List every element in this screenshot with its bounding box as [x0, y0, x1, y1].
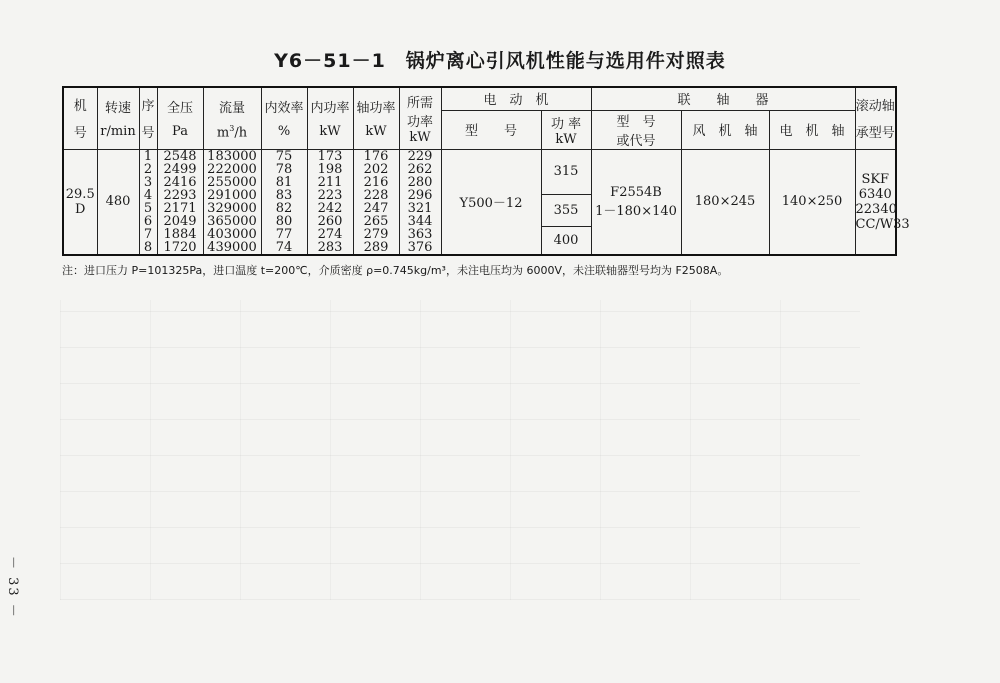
page-number: － 33 － [5, 556, 20, 619]
suoxu-8: 376 [407, 239, 433, 255]
header-zhougonglv-line2: kW [365, 124, 387, 140]
quanya-8: 1720 [163, 239, 197, 255]
neixiaolv-7: 77 [275, 226, 293, 242]
quanya-1: 2548 [163, 148, 197, 164]
neigonglv-7: 274 [317, 226, 343, 242]
header-bearing-line2: 承型号 [855, 126, 895, 142]
cell-suoxu [399, 149, 441, 255]
performance-table [62, 86, 910, 256]
header-motor-power [541, 110, 591, 149]
zhougonglv-7: 279 [363, 226, 389, 242]
zhougonglv-8: 289 [363, 239, 389, 255]
neigonglv-5: 242 [317, 200, 343, 216]
cell-bearing-line2: 6340 [858, 186, 892, 202]
liuliang-2: 222000 [207, 161, 257, 177]
cell-bearing [855, 149, 910, 255]
cell-jihao-line2: D [75, 201, 86, 217]
header-xu-line1: 序 [141, 99, 155, 115]
neigonglv-3: 211 [317, 174, 343, 190]
header-xu-line2: 号 [141, 126, 155, 142]
header-neixiaolv-line1: 内效率 [264, 101, 304, 117]
xu-4: 4 [143, 187, 153, 203]
cell-coupling-model-line2: 1－180×140 [595, 203, 677, 219]
cell-coupling-model-line1: F2554B [610, 184, 662, 200]
xu-8: 8 [143, 239, 153, 255]
xu-7: 7 [143, 226, 153, 242]
suoxu-1: 229 [407, 148, 433, 164]
cell-motor-power-2: 355 [541, 195, 591, 226]
neixiaolv-4: 83 [275, 187, 293, 203]
cell-bearing-line3: 22340 [855, 201, 897, 217]
neixiaolv-1: 75 [275, 148, 293, 164]
header-suoxu-line3: kW [409, 129, 431, 145]
quanya-3: 2416 [163, 174, 197, 190]
header-suoxu [399, 87, 441, 149]
header-motor-power-line1: 功 率 [550, 116, 582, 132]
header-zhuansu-line1: 转速 [104, 101, 131, 117]
cell-zhuansu: 480 [97, 149, 139, 255]
xu-5: 5 [143, 200, 153, 216]
header-liuliang-line1: 流量 [218, 100, 245, 116]
suoxu-6: 344 [407, 213, 433, 229]
header-coupling-model-line2: 或代号 [616, 133, 656, 149]
page-title: Y6－51－1 锅炉离心引风机性能与选用件对照表 [274, 50, 726, 72]
quanya-4: 2293 [163, 187, 197, 203]
quanya-5: 2171 [163, 200, 197, 216]
cell-coupling-model [591, 149, 681, 255]
header-zhuansu-line2: r/min [100, 124, 136, 140]
cell-motor-shaft: 140×250 [769, 149, 855, 255]
header-jihao-line2: 号 [73, 126, 87, 142]
zhougonglv-4: 228 [363, 187, 389, 203]
quanya-6: 2049 [163, 213, 197, 229]
header-coupling-model-line1: 型 号 [616, 114, 656, 130]
header-zhougonglv-line1: 轴功率 [356, 101, 396, 117]
suoxu-3: 280 [407, 174, 433, 190]
zhougonglv-1: 176 [363, 148, 389, 164]
suoxu-4: 296 [407, 187, 433, 203]
header-bearing-line1: 滚动轴 [855, 99, 895, 115]
neigonglv-6: 260 [317, 213, 343, 229]
header-suoxu-line1: 所需 [406, 95, 433, 111]
cell-neigonglv [307, 149, 353, 255]
liuliang-8: 439000 [207, 239, 257, 255]
cell-bearing-line1: SKF [861, 171, 890, 187]
neixiaolv-6: 80 [275, 213, 293, 229]
header-bearing [855, 87, 896, 149]
cell-jihao-line1: 29.5 [65, 186, 95, 202]
zhougonglv-3: 216 [363, 174, 389, 190]
neixiaolv-8: 74 [275, 239, 293, 255]
cell-neixiaolv [261, 149, 307, 255]
header-fan-shaft: 风 机 轴 [681, 110, 769, 149]
neigonglv-4: 223 [317, 187, 343, 203]
header-motor-shaft: 电 机 轴 [769, 110, 855, 149]
bleed-through-background [60, 300, 860, 600]
header-neigonglv-line1: 内功率 [310, 101, 350, 117]
xu-3: 3 [143, 174, 153, 190]
xu-1: 1 [143, 148, 153, 164]
liuliang-3: 255000 [207, 174, 257, 190]
header-liuliang-line2: $m^3/h$ [216, 123, 248, 140]
header-neigonglv [307, 87, 353, 149]
zhougonglv-2: 202 [363, 161, 389, 177]
header-motor-power-line2: kW [555, 131, 577, 147]
suoxu-2: 262 [407, 161, 433, 177]
header-coupling-group: 联 轴 器 [591, 87, 855, 110]
neigonglv-2: 198 [317, 161, 343, 177]
header-coupling-model [591, 110, 681, 149]
header-suoxu-line2: 功率 [406, 114, 433, 130]
liuliang-4: 291000 [207, 187, 257, 203]
quanya-2: 2499 [163, 161, 197, 177]
header-jihao [63, 87, 97, 149]
cell-liuliang [203, 149, 261, 255]
header-quanya [157, 87, 203, 149]
header-zhougonglv [353, 87, 399, 149]
cell-jihao [63, 149, 97, 255]
cell-motor-power-3: 400 [541, 226, 591, 254]
header-neigonglv-line2: kW [319, 124, 341, 140]
quanya-7: 1884 [163, 226, 197, 242]
performance-table-wrapper [62, 86, 910, 256]
table-footnote: 注：进口压力 P=101325Pa，进口温度 t=200℃，介质密度 ρ=0.745kg/m³，未注电压均为 6000V，未注联轴器型号均为 F2508A。 [62, 264, 729, 277]
header-neixiaolv-line2: % [277, 124, 291, 140]
liuliang-6: 365000 [207, 213, 257, 229]
header-xu [139, 87, 157, 149]
suoxu-5: 321 [407, 200, 433, 216]
suoxu-7: 363 [407, 226, 433, 242]
cell-xu [139, 149, 157, 255]
neixiaolv-3: 81 [275, 174, 293, 190]
neixiaolv-2: 78 [275, 161, 293, 177]
zhougonglv-6: 265 [363, 213, 389, 229]
header-zhuansu [97, 87, 139, 149]
liuliang-5: 329000 [207, 200, 257, 216]
cell-fan-shaft: 180×245 [681, 149, 769, 255]
cell-motor-model: Y500－12 [441, 149, 541, 255]
cell-quanya [157, 149, 203, 255]
header-neixiaolv [261, 87, 307, 149]
cell-zhougonglv [353, 149, 399, 255]
neigonglv-8: 283 [317, 239, 343, 255]
header-quanya-line1: 全压 [166, 101, 193, 117]
header-motor-model: 型 号 [441, 110, 541, 149]
neigonglv-1: 173 [317, 148, 343, 164]
xu-2: 2 [143, 161, 153, 177]
cell-motor-power-1: 315 [541, 149, 591, 195]
neixiaolv-5: 82 [275, 200, 293, 216]
header-jihao-line1: 机 [73, 99, 87, 115]
cell-bearing-line4: CC/W33 [855, 216, 910, 232]
header-quanya-line2: Pa [172, 124, 188, 140]
header-liuliang [203, 87, 261, 149]
xu-6: 6 [143, 213, 153, 229]
liuliang-1: 183000 [207, 148, 257, 164]
zhougonglv-5: 247 [363, 200, 389, 216]
liuliang-7: 403000 [207, 226, 257, 242]
header-motor-group: 电 动 机 [441, 87, 591, 110]
